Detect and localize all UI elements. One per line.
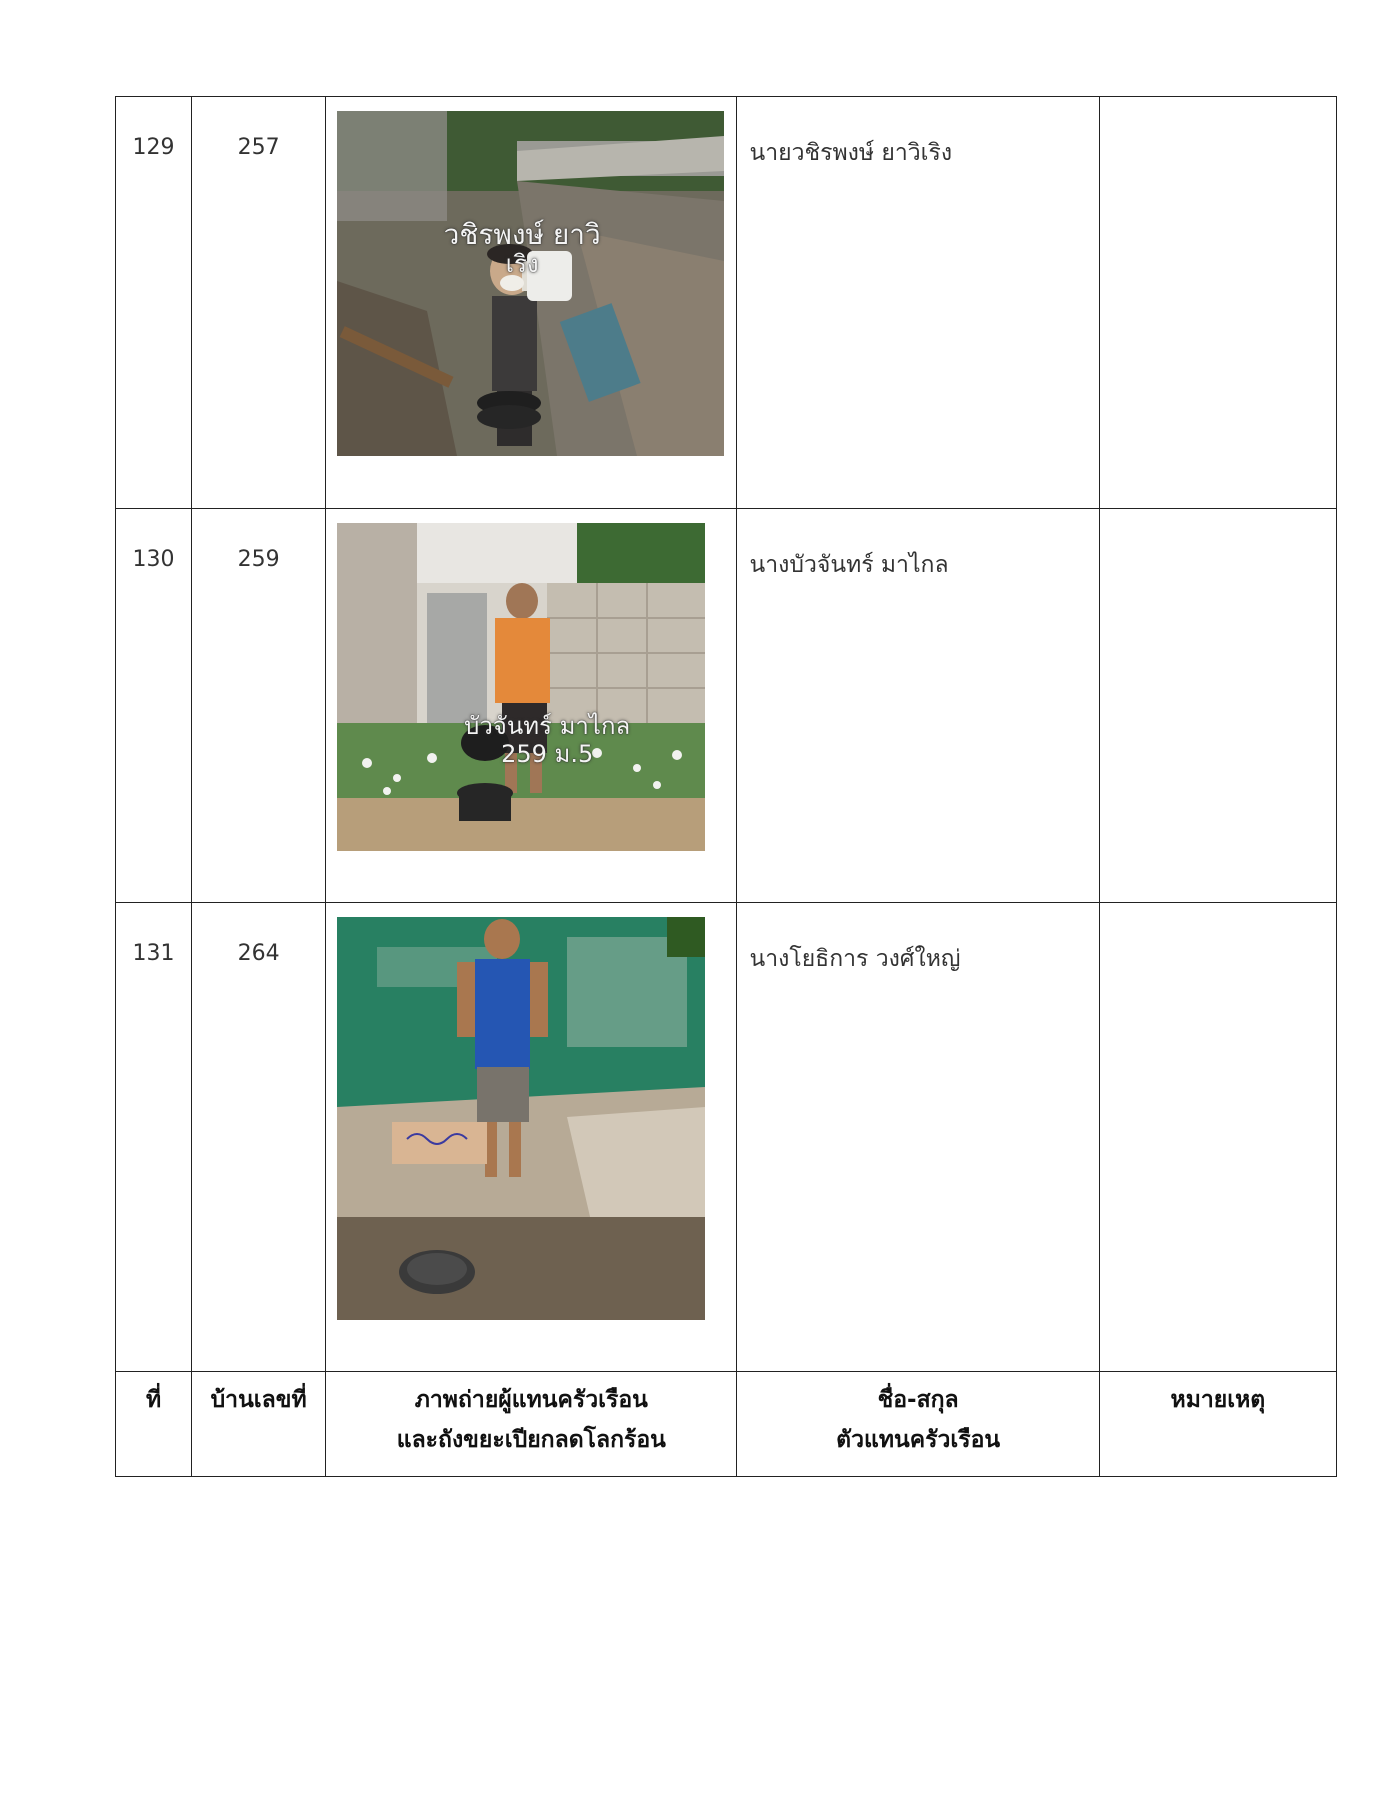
house-number: 257	[192, 97, 326, 509]
row-number: 130	[116, 509, 192, 903]
photo-cell	[326, 97, 737, 509]
header-no: ที่	[116, 1372, 192, 1477]
header-name-line-1: ชื่อ-สกุล	[877, 1387, 959, 1413]
house-number: 259	[192, 509, 326, 903]
table-row	[116, 509, 1337, 903]
photo-cell	[326, 509, 737, 903]
header-remark: หมายเหตุ	[1099, 1372, 1336, 1477]
row-number: 131	[116, 903, 192, 1372]
remark-cell	[1099, 509, 1336, 903]
row-number: 129	[116, 97, 192, 509]
photo-caption-line-2: เริง	[505, 250, 539, 279]
table-row	[116, 97, 1337, 509]
photo-scene-netting	[337, 917, 705, 1320]
photo-caption	[397, 219, 647, 279]
photo-cell	[326, 903, 737, 1372]
household-table	[115, 96, 1337, 1477]
representative-name: นางบัวจันทร์ มาไกล	[737, 509, 1099, 903]
remark-cell	[1099, 97, 1336, 509]
household-table-page	[115, 96, 1337, 1477]
photo-caption	[447, 713, 647, 768]
header-photo	[326, 1372, 737, 1477]
photo-scene-garden	[337, 523, 705, 851]
header-house-number: บ้านเลขที่	[192, 1372, 326, 1477]
remark-cell	[1099, 903, 1336, 1372]
table-header-row	[116, 1372, 1337, 1477]
photo-caption-line-2: 259 ม.5	[501, 739, 594, 768]
photo-caption-line-1: บัวจันทร์ มาไกล	[464, 712, 631, 740]
representative-name: นายวชิรพงษ์ ยาวิเริง	[737, 97, 1099, 509]
header-photo-line-1: ภาพถ่ายผู้แทนครัวเรือน	[414, 1387, 648, 1413]
table-row	[116, 903, 1337, 1372]
household-photo	[337, 523, 705, 851]
photo-scene-yard	[337, 111, 724, 456]
photo-caption-line-1: วชิรพงษ์ ยาวิ	[443, 218, 601, 251]
header-name-line-2: ตัวแทนครัวเรือน	[836, 1427, 1001, 1453]
header-photo-line-2: และถังขยะเปียกลดโลกร้อน	[396, 1427, 666, 1453]
header-name	[737, 1372, 1099, 1477]
household-photo	[337, 917, 705, 1320]
household-photo	[337, 111, 724, 456]
house-number: 264	[192, 903, 326, 1372]
representative-name: นางโยธิการ วงศ์ใหญ่	[737, 903, 1099, 1372]
